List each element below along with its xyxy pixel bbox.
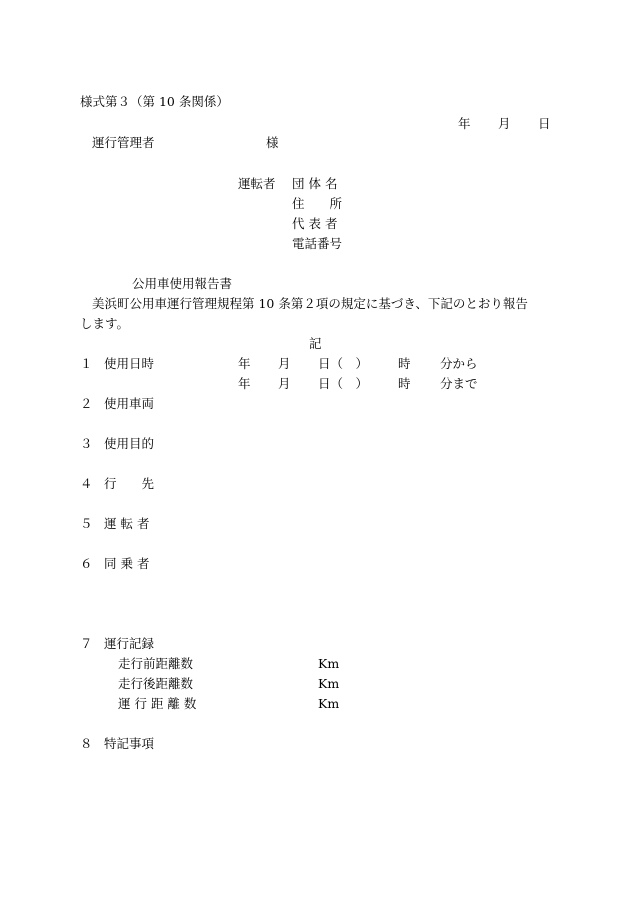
to-day-label: 日（ ） [318, 376, 369, 391]
item-7-number: ７ [80, 636, 93, 651]
item-8-number: ８ [80, 736, 93, 751]
item-1-label: 使用日時 [104, 356, 155, 371]
record-after-label: 走行後距離数 [118, 676, 194, 691]
date-day-label: 日 [538, 116, 551, 131]
record-after-unit: Km [318, 676, 340, 691]
item-2-number: ２ [80, 396, 93, 411]
from-minute-label: 分から [440, 356, 478, 371]
applicant-address-label: 住 所 [292, 196, 343, 211]
applicant-group-label: 団 体 名 [292, 176, 338, 191]
from-day-label: 日（ ） [318, 356, 369, 371]
applicant-phone-label: 電話番号 [292, 236, 343, 251]
applicant-label: 運転者 [238, 176, 276, 191]
to-year-label: 年 [238, 376, 251, 391]
addressee-honorific: 様 [266, 135, 279, 150]
item-2-label: 使用車両 [104, 396, 155, 411]
item-3-number: ３ [80, 436, 93, 451]
record-before-unit: Km [318, 656, 340, 671]
item-6-number: ６ [80, 556, 93, 571]
item-1-number: １ [80, 356, 93, 371]
date-year-label: 年 [458, 116, 471, 131]
item-7-label: 運行記録 [104, 636, 155, 651]
ki-heading: 記 [309, 336, 322, 351]
record-before-label: 走行前距離数 [118, 656, 194, 671]
record-distance-label: 運 行 距 離 数 [118, 696, 197, 711]
from-month-label: 月 [278, 356, 291, 371]
form-number: 様式第３（第 10 条関係） [80, 94, 229, 109]
date-month-label: 月 [498, 116, 511, 131]
from-year-label: 年 [238, 356, 251, 371]
document-title: 公用車使用報告書 [132, 276, 233, 291]
record-distance-unit: Km [318, 696, 340, 711]
intro-text-line1: 美浜町公用車運行管理規程第 10 条第２項の規定に基づき、下記のとおり報告 [92, 296, 528, 311]
item-6-label: 同 乗 者 [104, 556, 150, 571]
to-hour-label: 時 [398, 376, 411, 391]
item-5-number: ５ [80, 516, 93, 531]
to-month-label: 月 [278, 376, 291, 391]
applicant-representative-label: 代 表 者 [292, 216, 338, 231]
intro-text-line2: します。 [80, 316, 130, 331]
item-8-label: 特記事項 [104, 736, 155, 751]
to-minute-label: 分まで [440, 376, 478, 391]
item-4-number: ４ [80, 476, 93, 491]
item-4-label: 行 先 [104, 476, 155, 491]
addressee-name: 運行管理者 [92, 135, 155, 150]
item-3-label: 使用目的 [104, 436, 155, 451]
from-hour-label: 時 [398, 356, 411, 371]
item-5-label: 運 転 者 [104, 516, 150, 531]
